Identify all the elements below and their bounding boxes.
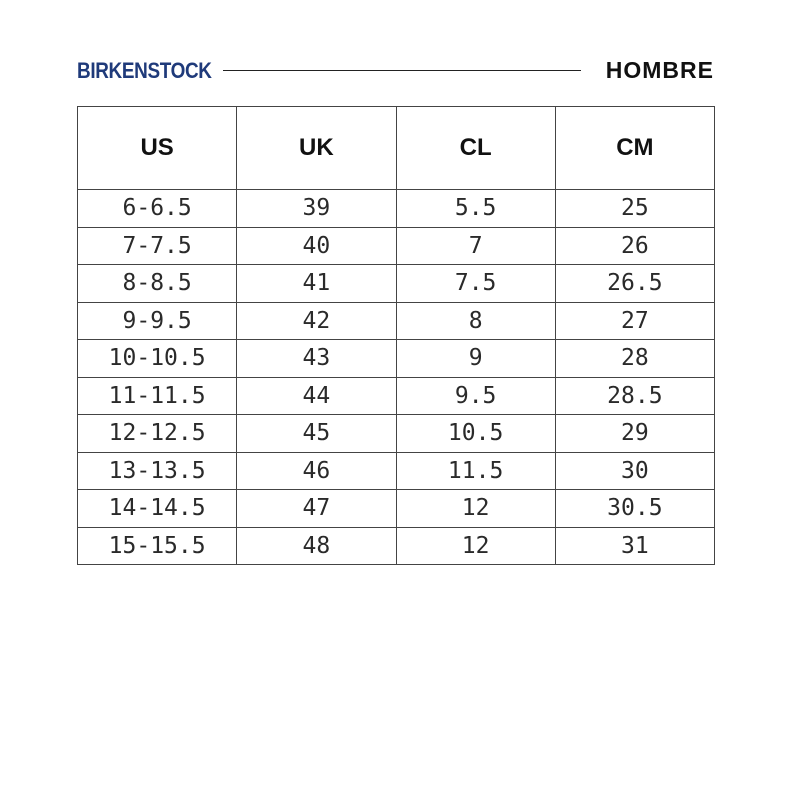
cell-us: 15-15.5 <box>78 527 237 565</box>
cell-us: 7-7.5 <box>78 227 237 265</box>
column-header-cm: CM <box>555 107 714 190</box>
cell-uk: 41 <box>237 265 396 303</box>
cell-cm: 27 <box>555 302 714 340</box>
cell-uk: 40 <box>237 227 396 265</box>
cell-cl: 11.5 <box>396 452 555 490</box>
cell-cm: 31 <box>555 527 714 565</box>
cell-uk: 48 <box>237 527 396 565</box>
cell-us: 12-12.5 <box>78 415 237 453</box>
cell-cm: 28.5 <box>555 377 714 415</box>
cell-cm: 28 <box>555 340 714 378</box>
cell-cl: 9.5 <box>396 377 555 415</box>
table-row <box>78 452 715 490</box>
page-title: HOMBRE <box>605 57 714 83</box>
brand-logo: BIRKENSTOCK <box>77 58 212 83</box>
cell-cm: 30.5 <box>555 490 714 528</box>
cell-uk: 39 <box>237 190 396 228</box>
table-row <box>78 227 715 265</box>
cell-cm: 26 <box>555 227 714 265</box>
page-header <box>77 56 714 86</box>
cell-cl: 7.5 <box>396 265 555 303</box>
size-chart-table <box>77 106 715 565</box>
cell-cm: 29 <box>555 415 714 453</box>
cell-cl: 7 <box>396 227 555 265</box>
table-row <box>78 190 715 228</box>
column-header-uk: UK <box>237 107 396 190</box>
table-row <box>78 377 715 415</box>
cell-us: 10-10.5 <box>78 340 237 378</box>
table-header-row <box>78 107 715 190</box>
table-body <box>78 190 715 565</box>
cell-cl: 8 <box>396 302 555 340</box>
cell-us: 6-6.5 <box>78 190 237 228</box>
cell-uk: 43 <box>237 340 396 378</box>
table-row <box>78 340 715 378</box>
column-header-cl: CL <box>396 107 555 190</box>
table-row <box>78 527 715 565</box>
cell-uk: 44 <box>237 377 396 415</box>
table-row <box>78 265 715 303</box>
table-row <box>78 415 715 453</box>
cell-uk: 45 <box>237 415 396 453</box>
cell-cl: 12 <box>396 490 555 528</box>
cell-us: 13-13.5 <box>78 452 237 490</box>
table-row <box>78 302 715 340</box>
table-row <box>78 490 715 528</box>
cell-cm: 26.5 <box>555 265 714 303</box>
cell-cm: 25 <box>555 190 714 228</box>
cell-uk: 46 <box>237 452 396 490</box>
cell-us: 8-8.5 <box>78 265 237 303</box>
cell-us: 11-11.5 <box>78 377 237 415</box>
cell-us: 14-14.5 <box>78 490 237 528</box>
cell-us: 9-9.5 <box>78 302 237 340</box>
cell-uk: 42 <box>237 302 396 340</box>
cell-cl: 12 <box>396 527 555 565</box>
cell-cl: 5.5 <box>396 190 555 228</box>
cell-cl: 9 <box>396 340 555 378</box>
column-header-us: US <box>78 107 237 190</box>
cell-uk: 47 <box>237 490 396 528</box>
cell-cl: 10.5 <box>396 415 555 453</box>
header-divider <box>223 70 581 71</box>
cell-cm: 30 <box>555 452 714 490</box>
